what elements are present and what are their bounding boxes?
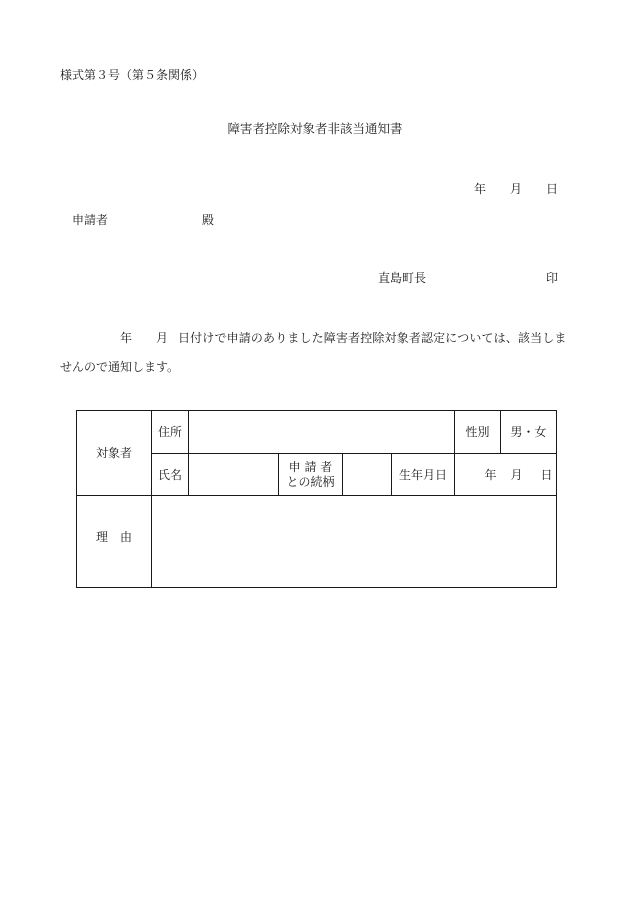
gender-label: 性別: [455, 411, 501, 454]
issuer-seal: 印: [546, 271, 559, 285]
name-field[interactable]: [189, 454, 279, 496]
addressee-honorific: 殿: [202, 213, 215, 227]
body-text-line1: 日付けで申請のありました障害者控除対象者認定については、該当しま: [178, 331, 567, 345]
relation-label-line1: 申 請 者: [288, 459, 333, 474]
issuer-title: 直島町長: [378, 271, 427, 285]
dob-field[interactable]: [455, 454, 557, 496]
addressee-label: 申請者: [72, 213, 109, 227]
dob-label: 生年月日: [392, 454, 455, 496]
subject-label: 対象者: [77, 411, 152, 496]
address-label: 住所: [152, 411, 189, 454]
body-text-line2: せんので通知します。: [60, 360, 180, 374]
relation-field[interactable]: [343, 454, 392, 496]
reason-field[interactable]: [152, 496, 557, 588]
reason-label: 理 由: [77, 496, 152, 588]
date-day: 日: [546, 182, 559, 196]
body-year: 年: [120, 331, 133, 345]
form-number: 様式第３号（第５条関係）: [60, 68, 205, 82]
dob-year: 年: [484, 467, 497, 482]
body-month: 月: [156, 331, 169, 345]
gender-options[interactable]: 男・女: [501, 411, 557, 454]
date-year: 年: [474, 182, 487, 196]
dob-day: 日: [540, 467, 553, 482]
relation-label-line2: との続柄: [286, 474, 335, 489]
address-field[interactable]: [189, 411, 455, 454]
name-label: 氏名: [152, 454, 189, 496]
date-month: 月: [510, 182, 523, 196]
subject-info-table: [76, 410, 557, 588]
document-title: 障害者控除対象者非該当通知書: [227, 121, 403, 136]
relation-label: [279, 454, 343, 496]
dob-month: 月: [510, 467, 523, 482]
